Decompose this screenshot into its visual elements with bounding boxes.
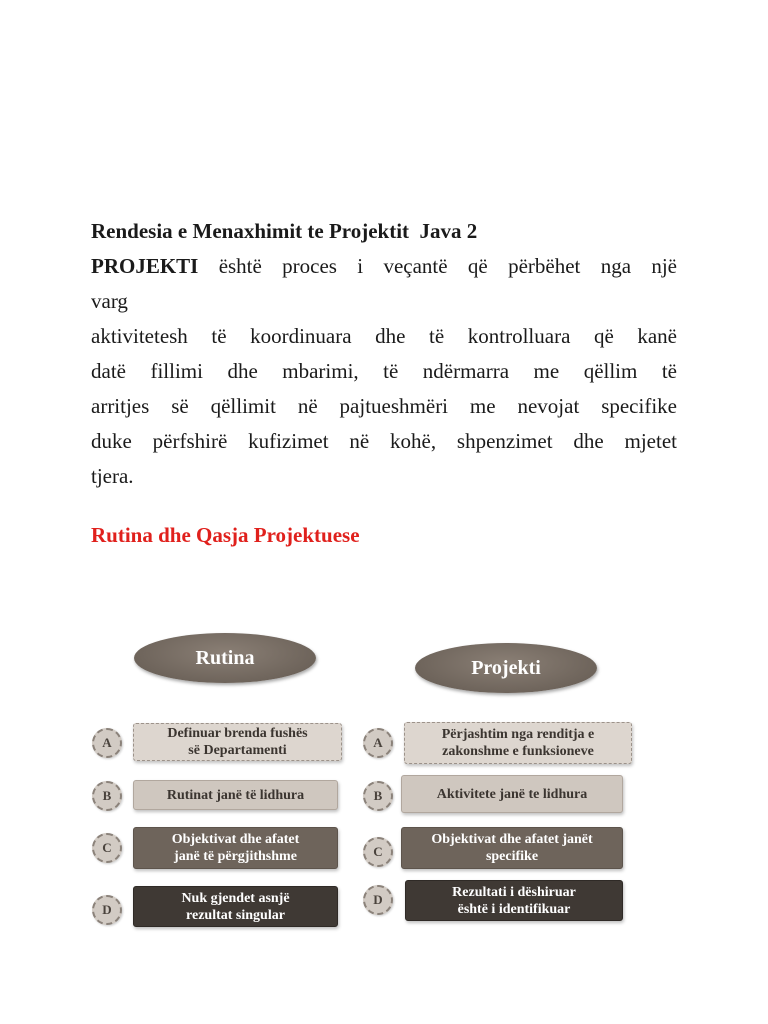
document-heading: Rendesia e Menaxhimit te Projektit Java 2 — [91, 219, 478, 243]
left-item-a-line2: së Departamenti — [188, 743, 287, 758]
paragraph-line-6: duke përfshirë kufizimet në kohë, shpenzimet dhe mjetet — [91, 429, 677, 453]
document-body — [91, 214, 677, 494]
right-item-c-line1: Objektivat dhe afatet janët — [431, 832, 593, 847]
right-item-b — [401, 775, 623, 813]
paragraph-lead: PROJEKTI — [91, 254, 199, 278]
left-item-c-line2: janë të përgjithshme — [174, 849, 297, 864]
paragraph-line-1 — [91, 249, 677, 284]
left-item-c — [133, 827, 338, 869]
right-item-d-line1: Rezultati i dëshiruar — [452, 884, 576, 900]
section-title: Rutina dhe Qasja Projektuese — [91, 523, 360, 547]
left-item-d — [133, 886, 338, 927]
paragraph-line-3: aktivitetesh të koordinuara dhe të kontrolluara që kanë — [91, 324, 677, 348]
paragraph-line-2: varg — [91, 289, 128, 313]
left-badge-c: C — [92, 833, 122, 863]
right-badge-c: C — [363, 837, 393, 867]
left-item-a — [133, 723, 342, 761]
paragraph-line-1-rest: është proces i veçantë që përbëhet nga një — [198, 254, 677, 278]
paragraph-line-4: datë fillimi dhe mbarimi, të ndërmarra me qëllim të — [91, 359, 677, 383]
project-definition-paragraph — [91, 249, 677, 494]
right-badge-b: B — [363, 781, 393, 811]
right-item-d — [405, 880, 623, 921]
paragraph-line-5: arritjes së qëllimit në pajtueshmëri me nevojat specifike — [91, 394, 677, 418]
right-header-label: Projekti — [471, 656, 541, 679]
right-item-a-line1: Përjashtim nga renditja e — [441, 727, 595, 742]
left-item-b-line1: Rutinat janë të lidhura — [166, 787, 305, 803]
left-badge-d: D — [92, 895, 122, 925]
left-item-a-line1: Definuar brenda fushës — [167, 726, 308, 741]
left-header-label: Rutina — [195, 646, 255, 669]
right-badge-a: A — [363, 728, 393, 758]
left-badge-a: A — [92, 728, 122, 758]
right-item-b-line1: Aktivitete janë te lidhura — [436, 786, 588, 802]
paragraph-line-7: tjera. — [91, 464, 134, 488]
right-item-c-line2: specifike — [485, 849, 539, 864]
left-item-d-line1: Nuk gjendet asnjë — [181, 890, 290, 906]
right-item-a-line2: zakonshme e funksioneve — [442, 744, 594, 759]
right-item-a — [404, 722, 632, 764]
left-item-b — [133, 780, 338, 810]
right-item-c — [401, 827, 623, 869]
left-item-c-line1: Objektivat dhe afatet — [171, 832, 300, 847]
left-badge-b: B — [92, 781, 122, 811]
left-item-d-line2: rezultat singular — [186, 907, 285, 923]
right-item-d-line2: është i identifikuar — [457, 901, 571, 917]
right-header-oval — [415, 643, 597, 693]
left-header-oval — [134, 633, 316, 683]
right-badge-d: D — [363, 885, 393, 915]
